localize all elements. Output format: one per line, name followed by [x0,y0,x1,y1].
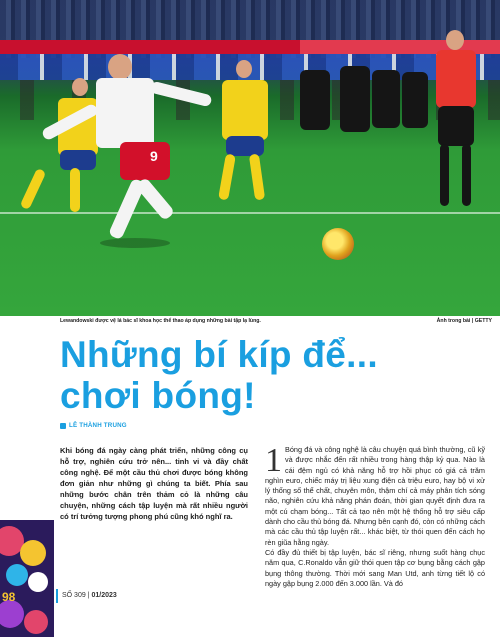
stadium-ad-board [0,40,500,54]
background-player-1 [300,70,330,130]
background-player-4 [402,72,428,128]
headline-line-1: Những bí kíp để... [60,334,378,375]
footer-divider [56,589,58,603]
body-paragraph-1-text: Bóng đá và công nghệ là câu chuyện quá bình thường, cũ kỹ và được nhắc đến rất nhiều trong hàng thập kỷ qua. Nào là cái đệm ngủ có khả năng hỗ trợ hồi phục có giá cả trăm nghìn euro, chiếc máy trị liệu xung điện cả triệu euro, hay bộ vi xử lý thống số thể chất, chuyên môn, thậm chí cả máy phân tích sóng não, nghiên cứu khả năng phán đoán, thời gian quyết định đưa ra một cú chạm bóng... Tất cả tạo nên một hệ thống hỗ trợ siêu cấp dành cho cầu thủ bóng đá. Nhưng bên cạnh đó, còn có những cách mà các cầu thủ tập luyện rất... khác biệt, từ thói quen đến cách họ rèn giũa hằng ngày. [265,445,485,547]
referee-shorts [438,106,474,146]
body-paragraph-1 [265,442,485,548]
issue-date: 01/2023 [91,592,117,599]
deco-blob-3 [6,564,28,586]
author-name: LÊ THÀNH TRUNG [69,422,127,429]
football [322,228,354,260]
player-yellow-center-head [236,60,252,78]
player-shadow [100,238,170,248]
deco-blob-4 [28,572,48,592]
player-yellow-left-leg2 [70,168,80,212]
player-yellow-left-leg [20,168,47,210]
player-yellow-center-leg2 [249,154,265,201]
article-headline [60,334,480,416]
background-player-2 [340,66,370,132]
issue-label: SỐ 309 [62,592,86,599]
photo-caption: Lewandowski được vệ lá bác sĩ khoa học thể thao áp dụng những bài tập lạ lùng. [60,318,261,324]
player-yellow-center-shorts [226,136,264,156]
hero-photo [0,0,500,316]
player-yellow-left-head [72,78,88,96]
deco-blob-5 [0,600,24,628]
main-player-shirt [96,78,154,148]
background-player-3 [372,70,400,128]
headline-line-2: chơi bóng! [60,375,256,416]
deco-blob-2 [20,540,46,566]
decorative-artwork [0,520,54,637]
player-yellow-center-leg [218,153,236,200]
article-lead: Khi bóng đá ngày càng phát triển, những công cụ hỗ trợ, nghiên cứu trở nên... tinh vi và đầy chất công nghệ. Để một cầu thủ chơi được bóng không đơn giản như những gì chúng ta biết. Phía sau những bước chân trên thảm cỏ là những câu chuyện, những cách tập luyện mà rất nhiều người có trí tưởng tượng phong phú cũng khó nghĩ ra. [60,446,248,521]
referee-leg [440,144,449,206]
body-paragraph-2: Có đầy đủ thiết bị tập luyện, bác sĩ riêng, nhưng suốt hàng chục năm qua, C.Ronaldo vẫn giữ thói quen tập cơ bụng bằng cách gập bụng thông thường. Thời mới sang Man Utd, anh từng tiết lộ có ngày gập bụng 2.000 đến 3.000 lần. Và đó [265,547,485,588]
article-body [265,442,485,589]
main-player-right-leg [135,177,175,221]
photo-credit: Ảnh trong bài | GETTY [436,318,492,324]
deco-blob-6 [24,610,48,634]
issue-info: SỐ 309 | 01/2023 [62,592,117,599]
page-number: 98 [2,590,16,604]
main-player-shorts [120,142,170,180]
player-yellow-left-shorts [60,150,96,170]
shirt-number: 9 [150,148,158,164]
referee-leg2 [462,144,471,206]
referee-shirt [436,50,476,108]
byline [60,422,127,429]
byline-square-icon [60,423,66,429]
main-player-head [108,54,132,80]
pitch-line [0,212,500,214]
referee-head [446,30,464,50]
player-yellow-center [222,80,268,140]
drop-cap: 1 [265,442,282,479]
